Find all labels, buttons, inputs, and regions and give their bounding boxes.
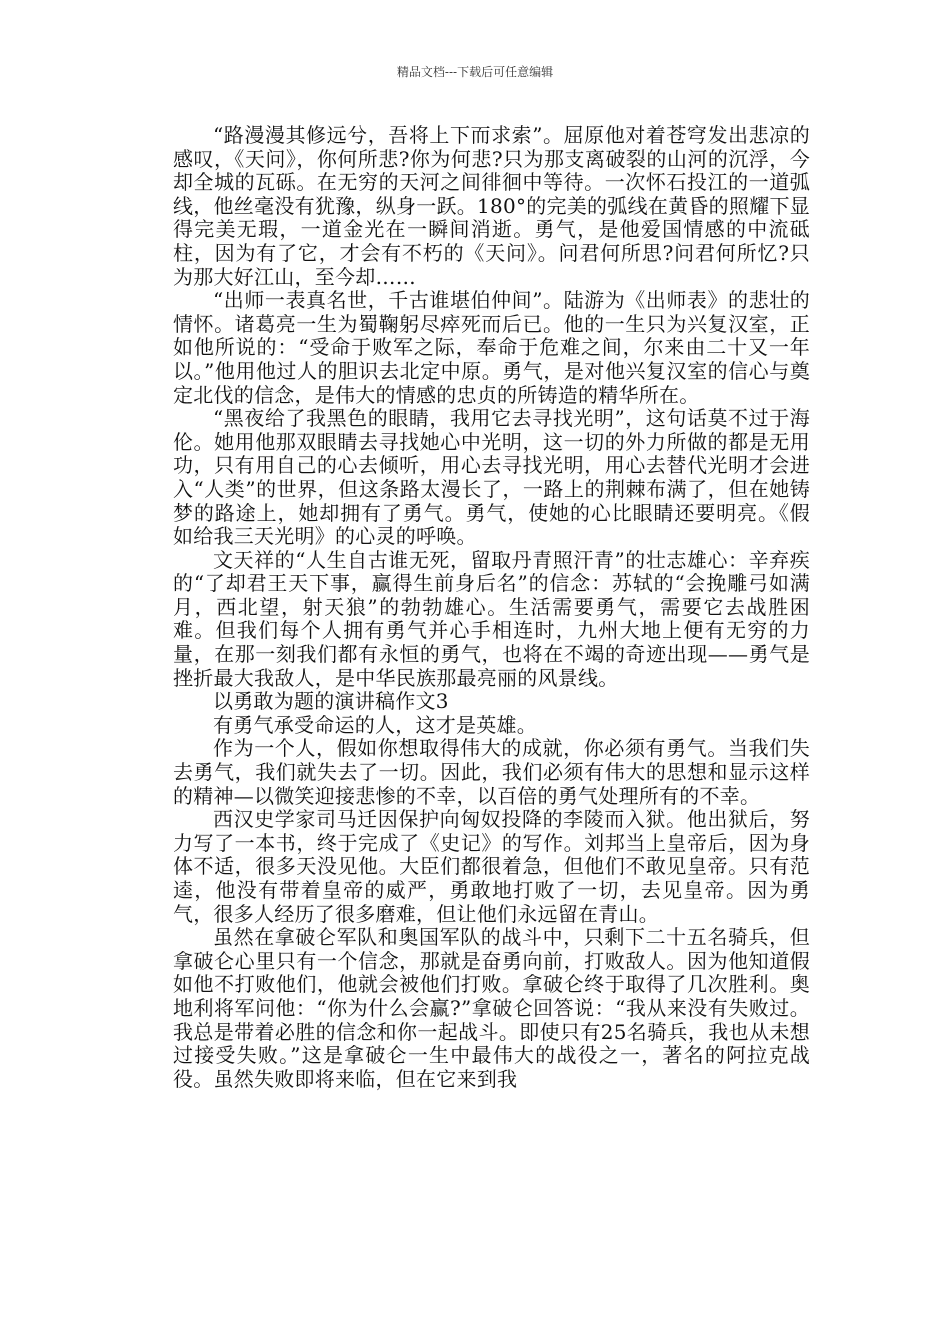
paragraph: 作为一个人，假如你想取得伟大的成就，你必须有勇气。当我们失去勇气，我们就失去了一切。因此，我们必须有伟大的思想和显示这样的精神—以微笑迎接悲惨的不幸，以百倍的勇气处理所有的不幸。 — [173, 736, 810, 808]
paragraph: “黑夜给了我黑色的眼睛，我用它去寻找光明”，这句话莫不过于海伦。她用他那双眼睛去寻找她心中光明，这一切的外力所做的都是无用功，只有用自己的心去倾听，用心去寻找光明，用心去替代光明才会进入“人类”的世界，但这条路太漫长了，一路上的荆棘布满了，但在她铸梦的路途上，她却拥有了勇气。勇气，使她的心比眼睛还要明亮。《假如给我三天光明》的心灵的呼唤。 — [173, 406, 810, 549]
section-heading: 以勇敢为题的演讲稿作文3 — [213, 689, 449, 714]
document-body — [173, 124, 810, 1091]
paragraph: “出师一表真名世，千古谁堪伯仲间”。陆游为《出师表》的悲壮的情怀。诸葛亮一生为蜀鞠躬尽瘁死而后已。他的一生只为兴复汉室，正如他所说的：“受命于败军之际，奉命于危难之间，尔来由二十又一年以。”他用他过人的胆识去北定中原。勇气，是对他兴复汉室的信心与奠定北伐的信念，是伟大的情感的忠贞的所铸造的精华所在。 — [173, 288, 810, 407]
paragraph: “路漫漫其修远兮，吾将上下而求索”。屈原他对着苍穹发出悲凉的感叹，《天问》，你何所悲?你为何悲?只为那支离破裂的山河的沉浮，今却全城的瓦砾。在无穷的天河之间徘徊中等待。一次怀石投江的一道弧线，他丝毫没有犹豫，纵身一跃。180°的完美的弧线在黄昏的照耀下显得完美无瑕，一道金光在一瞬间消逝。勇气，是他爱国情感的中流砥柱，因为有了它，才会有不朽的《天问》。问君何所思?问君何所忆?只为那大好江山，至今却…… — [173, 123, 810, 289]
paragraph: 有勇气承受命运的人，这才是英雄。 — [213, 712, 537, 737]
paragraph: 虽然在拿破仑军队和奥国军队的战斗中，只剩下二十五名骑兵，但拿破仑心里只有一个信念，那就是奋勇向前，打败敌人。因为他知道假如他不打败他们，他就会被他们打败。拿破仑终于取得了几次胜利。奥地利将军问他：“你为什么会赢?”拿破仑回答说：“我从来没有失败过。我总是带着必胜的信念和你一起战斗。即使只有25名骑兵，我也从未想过接受失败。”这是拿破仑一生中最伟大的战役之一，著名的阿拉克战役。虽然失败即将来临，但在它来到我 — [173, 925, 810, 1091]
paragraph: 文天祥的“人生自古谁无死，留取丹青照汗青”的壮志雄心：辛弃疾的“了却君王天下事，赢得生前身后名”的信念：苏轼的“会挽雕弓如满月，西北望，射天狼”的勃勃雄心。生活需要勇气，需要它去战胜困难。但我们每个人拥有勇气并心手相连时，九州大地上便有无穷的力量，在那一刻我们都有永恒的勇气，也将在不竭的奇迹出现——勇气是挫折最大我敌人，是中华民族那最亮丽的风景线。 — [173, 547, 810, 690]
page-header: 精品文档---下载后可任意编辑 — [396, 65, 554, 79]
paragraph: 西汉史学家司马迁因保护向匈奴投降的李陵而入狱。他出狱后，努力写了一本书，终于完成了《史记》的写作。刘邦当上皇帝后，因为身体不适，很多天没见他。大臣们都很着急，但他们不敢见皇帝。只有范逵，他没有带着皇帝的威严，勇敢地打败了一切，去见皇帝。因为勇气，很多人经历了很多磨难，但让他们永远留在青山。 — [173, 807, 810, 926]
